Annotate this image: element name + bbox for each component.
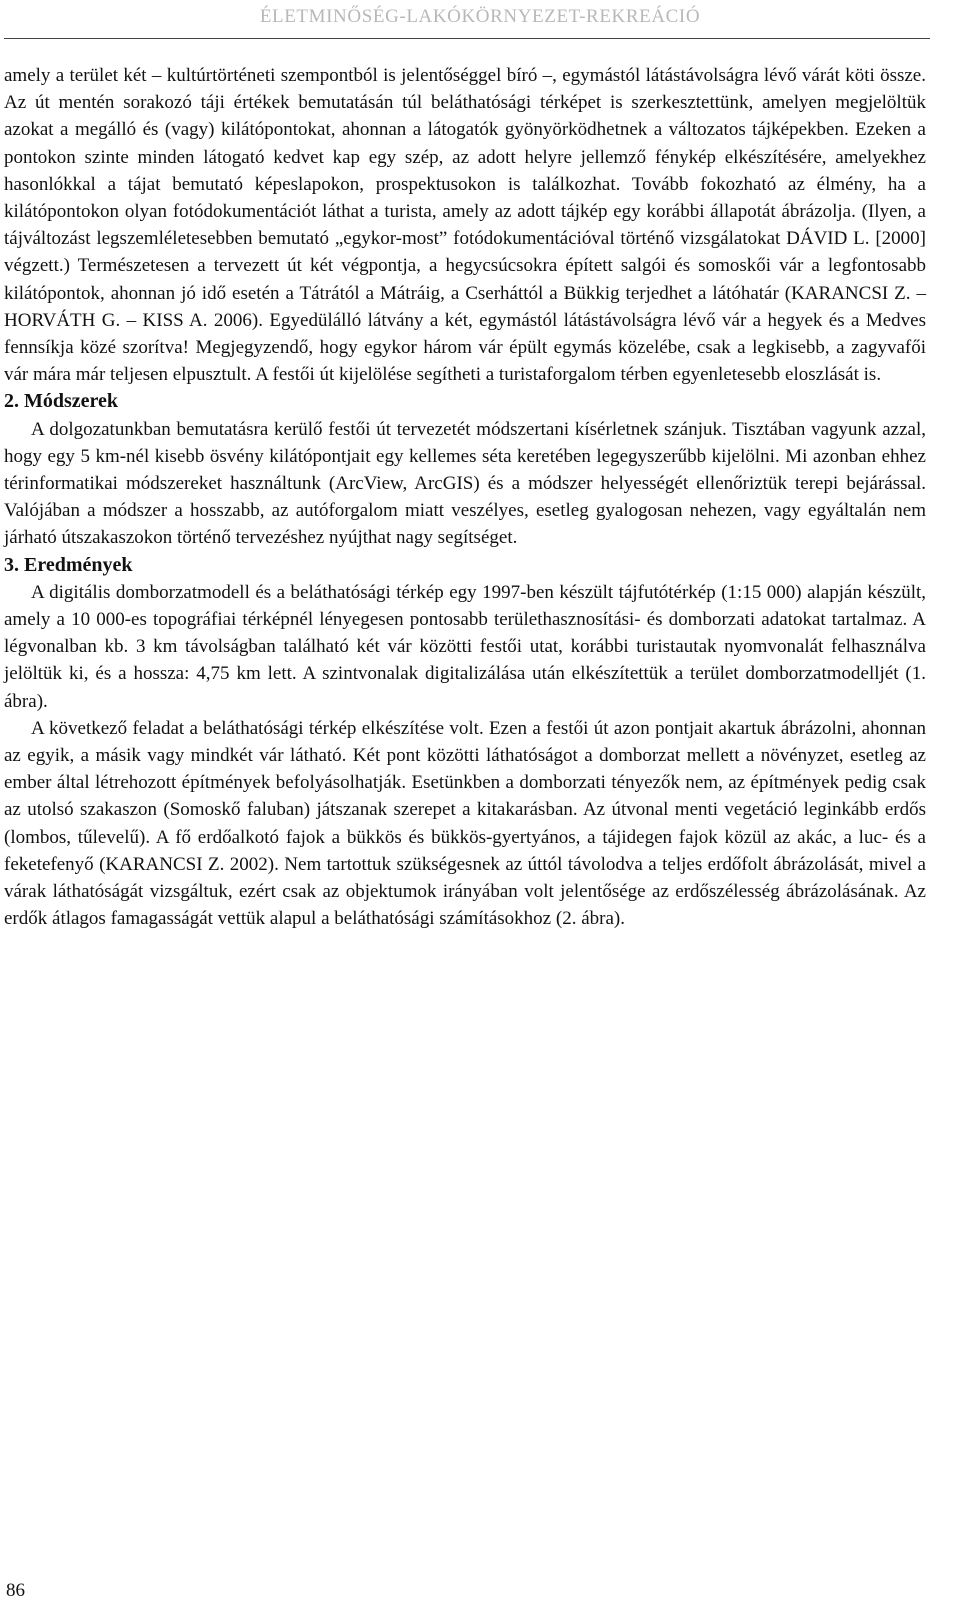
intro-paragraph: amely a terület két – kultúrtörténeti szempontból is jelentőséggel bíró –, egymástól látástávolságra lévő várát köti össze. Az út mentén sorakozó táji értékek bemutatásán túl beláthatósági térképet is szerkesztettünk, amelyen megjelöltük azokat a megálló és (vagy) kilátópontokat, ahonnan a látogatók gyönyörködhetnek a változatos tájképekben. Ezeken a pontokon szinte minden látogató kedvet kap egy szép, az adott helyre jellemző fénykép elkészítésére, amelyekhez hasonlókkal a tájat bemutató képeslapokon, prospektusokon is találkozhat. Tovább fokozható az élmény, ha a kilátópontokon olyan fotódokumentációt láthat a turista, amely az adott tájkép egy korábbi állapotát ábrázolja. (Ilyen, a tájváltozást legszemléletesebben bemutató „egykor-most” fotódokumentációval történő vizsgálatokat DÁVID L. [2000] végzett.) Természetesen a tervezett út két végpontja, a hegycsúcsokra épített salgói és somoskői vár a legfontosabb kilátópontok, ahonnan jó idő esetén a Tátrától a Mátráig, a Cserháttól a Bükkig terjedhet a látóhatár (KARANCSI Z. – HORVÁTH G. – KISS A. 2006). Egyedülálló látvány a két, egymástól látástávolságra lévő vár a hegyek és a Medves fennsíkja közé szorítva! Megjegyzendő, hogy egykor három vár épült egymás közelébe, csak a legkisebb, a zagyvafői vár mára már teljesen elpusztult. A festői út kijelölése segítheti a turistaforgalom térben egyenletesebb eloszlását is.	[4, 65, 926, 386]
results-paragraph-2: A következő feladat a beláthatósági térkép elkészítése volt. Ezen a festői út azon pontjait akartuk ábrázolni, ahonnan az egyik, a másik vagy mindkét vár látható. Két pont közötti láthatóságot a domborzat mellett a növényzet, esetleg az ember által létrehozott építmények befolyásolhatják. Esetünkben a domborzati tényezők nem, az építmények pedig csak az utolsó szakaszon (Somoskő faluban) játszanak szerepet a kitakarásban. Az útvonal menti vegetáció leginkább erdős (lombos, tűlevelű). A fő erdőalkotó fajok a bükkös és bükkös-gyertyános, a tájidegen fajok közül az akác, a luc- és a feketefenyő (KARANCSI Z. 2002). Nem tartottuk szükségesnek az úttól távolodva a teljes erdőfolt ábrázolását, mivel a várak láthatóságát vizsgáltuk, ezért csak az objektumok irányában volt jelentősége az erdőszélesség ábrázolásának. Az erdők átlagos famagasságát vettük alapul a beláthatósági számításokhoz (2. ábra).	[4, 717, 926, 930]
methods-paragraph: A dolgozatunkban bemutatásra kerülő festői út tervezetét módszertani kísérletnek szánjuk. Tisztában vagyunk azzal, hogy egy 5 km-nél kisebb ösvény kilátópontjait egy kellemes séta keretében legegyszerűbb kijelölni. Mi azonban ehhez térinformatikai módszereket használtunk (ArcView, ArcGIS) és a módszer helyességét ellenőriztük terepi bejárással. Valójában a módszer a hosszabb, az autóforgalom miatt veszélyes, esetleg gyalogosan nehezen, vagy egyáltalán nem járható útszakaszokon történő tervezéshez nyújthat nagy segítséget.	[4, 418, 926, 549]
section-heading-results: 3. Eredmények	[4, 553, 133, 576]
page-body	[4, 62, 926, 933]
results-paragraph-1: A digitális domborzatmodell és a beláthatósági térkép egy 1997-ben készült tájfutótérkép (1:15 000) alapján készült, amely a 10 000-es topográfiai térképnél lényegesen pontosabb területhasznosítási- és domborzati adatokat tartalmaz. A légvonalban kb. 3 km távolságban található két vár közötti festői utat, korábbi turistautak nyomvonalát felhasználva jelöltük ki, és a hossza: 4,75 km lett. A szintvonalak digitalizálása után elkészítettük a terület domborzatmodelljét (1. ábra).	[4, 581, 926, 712]
section-heading-methods: 2. Módszerek	[4, 390, 119, 413]
running-header: ÉLETMINŐSÉG-LAKÓKÖRNYEZET-REKREÁCIÓ	[259, 6, 701, 27]
header-rule	[4, 38, 930, 39]
page-number: 86	[6, 1580, 25, 1601]
